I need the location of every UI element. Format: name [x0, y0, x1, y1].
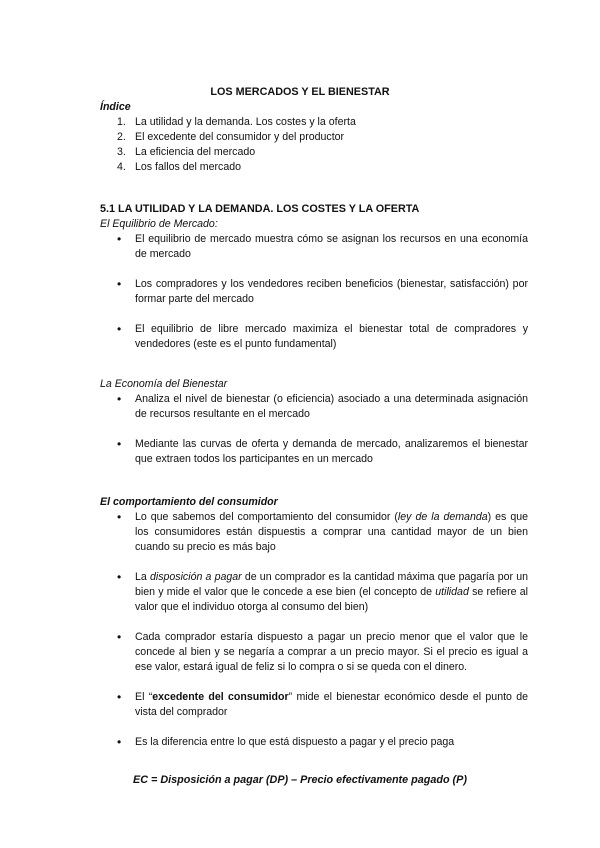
list-item: • Analiza el nivel de bienestar (o eficiencia) asociado a una determinada asignación de recursos resultante en el mercado — [117, 392, 528, 422]
subheading-comportamiento: El comportamiento del consumidor — [100, 496, 278, 508]
list-item: • El equilibrio de mercado muestra cómo se asignan los recursos en una economía de mercado — [117, 232, 528, 262]
list-item: 4. Los fallos del mercado — [117, 161, 241, 173]
list-item: • El equilibrio de libre mercado maximiza el bienestar total de compradores y vendedores (este es el punto fundamental) — [117, 322, 528, 352]
index-list — [117, 115, 356, 175]
economia-bullets — [117, 392, 528, 467]
list-item: • Los compradores y los vendedores reciben beneficios (bienestar, satisfacción) por formar parte del mercado — [117, 277, 528, 307]
comportamiento-bullets — [117, 510, 528, 750]
equilibrio-bullets — [117, 232, 528, 352]
list-item: 3. La eficiencia del mercado — [117, 146, 256, 158]
list-item: • La disposición a pagar de un comprador es la cantidad máxima que pagaría por un bien y mide el valor que le concede a ese bien (el concepto de utilidad se refiere al valor que el individuo otorga al consumo del bien) — [117, 570, 528, 615]
section-heading: 5.1 LA UTILIDAD Y LA DEMANDA. LOS COSTES Y LA OFERTA — [100, 203, 420, 215]
list-item: • Cada comprador estaría dispuesto a pagar un precio menor que el valor que le concede al bien y se negaría a comprar a un precio mayor. Si el precio es igual a ese valor, estará igual de feliz si lo compra o si se queda con el dinero. — [117, 630, 528, 675]
document-title: LOS MERCADOS Y EL BIENESTAR — [210, 86, 390, 98]
index-heading: Índice — [100, 101, 131, 113]
formula: EC = Disposición a pagar (DP) – Precio efectivamente pagado (P) — [133, 774, 467, 786]
list-item: • Lo que sabemos del comportamiento del consumidor (ley de la demanda) es que los consumidores están dispuestis a comprar una cantidad mayor de un bien cuando su precio es más bajo — [117, 510, 528, 555]
list-item: 2. El excedente del consumidor y del productor — [117, 131, 345, 143]
list-item: • El “excedente del consumidor” mide el bienestar económico desde el punto de vista del comprador — [117, 690, 528, 720]
list-item: • Es la diferencia entre lo que está dispuesto a pagar y el precio paga — [117, 735, 528, 750]
list-item: 1. La utilidad y la demanda. Los costes y la oferta — [117, 116, 356, 128]
list-item: • Mediante las curvas de oferta y demanda de mercado, analizaremos el bienestar que extraen todos los participantes en un mercado — [117, 437, 528, 467]
subheading-equilibrio: El Equilibrio de Mercado: — [100, 218, 218, 230]
subheading-economia: La Economía del Bienestar — [100, 378, 228, 390]
